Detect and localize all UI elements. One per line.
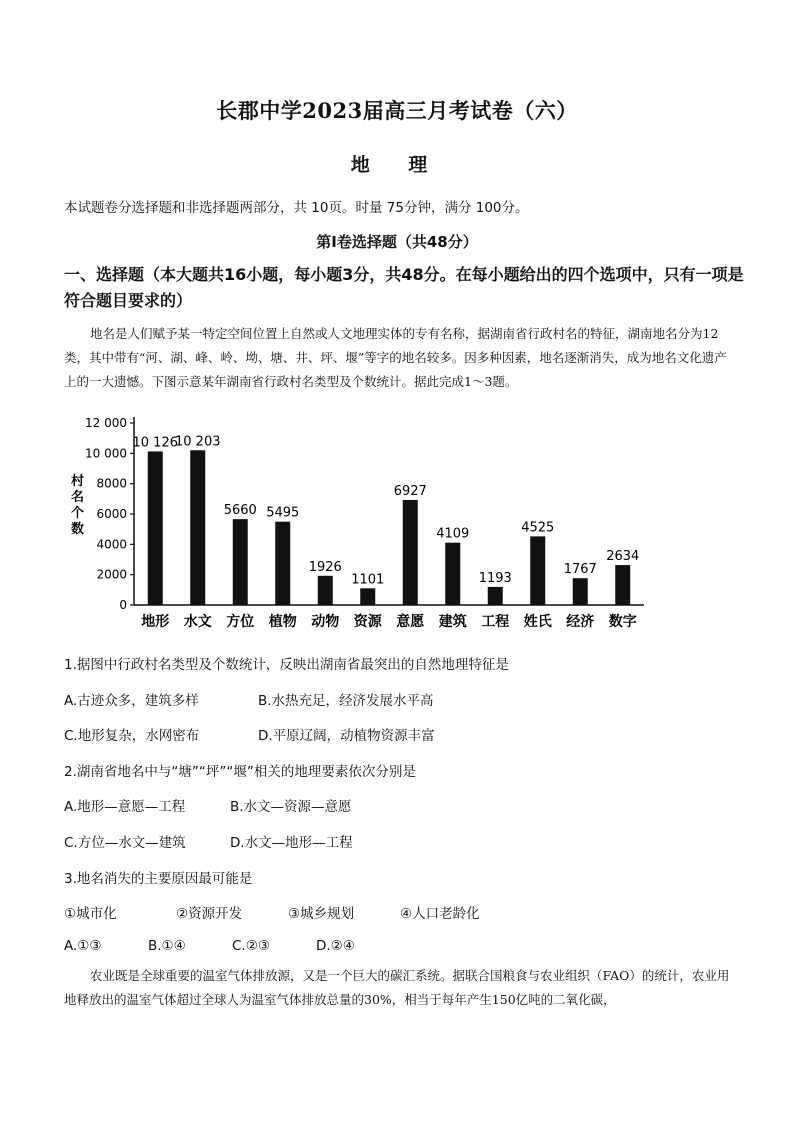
bar bbox=[530, 536, 545, 605]
passage-2: 农业既是全球重要的温室气体排放源，又是一个巨大的碳汇系统。据联合国粮食与农业组织（FAO）的统计，农业用地释放出的温室气体超过全球人为温室气体排放总量的30%，相当于每年产生150亿吨的二氧化碳， bbox=[64, 968, 730, 1007]
data-label: 4525 bbox=[521, 520, 555, 536]
y-tick-label: 12 000 bbox=[85, 416, 127, 430]
x-tick-label: 植物 bbox=[268, 614, 297, 630]
data-label: 1767 bbox=[563, 562, 597, 578]
x-tick-label: 意愿 bbox=[396, 614, 425, 630]
bar bbox=[148, 451, 163, 605]
data-label: 5495 bbox=[266, 505, 300, 521]
q3-option-c[interactable]: C.②③ bbox=[232, 938, 270, 954]
question-2-stem: 2.湖南省地名中与“塘”“坪”“堰”相关的地理要素依次分别是 bbox=[64, 764, 416, 780]
data-label: 10 203 bbox=[175, 434, 221, 450]
bar bbox=[233, 519, 248, 605]
bars-group bbox=[133, 434, 640, 630]
data-label: 6927 bbox=[393, 483, 427, 499]
x-tick-label: 建筑 bbox=[438, 614, 467, 630]
data-label: 1193 bbox=[478, 570, 512, 586]
q1-option-b[interactable]: B.水热充足，经济发展水平高 bbox=[258, 693, 434, 709]
bar bbox=[275, 522, 290, 605]
y-tick-label: 10 000 bbox=[85, 446, 127, 461]
bar bbox=[573, 578, 588, 605]
bar-chart bbox=[62, 405, 652, 635]
q2-option-c[interactable]: C.方位—水文—建筑 bbox=[64, 835, 186, 851]
x-tick-label: 动物 bbox=[311, 614, 340, 630]
subject-title: 地 理 bbox=[350, 154, 444, 176]
data-label: 10 126 bbox=[132, 435, 178, 451]
x-tick-label: 地形 bbox=[141, 614, 170, 630]
x-tick-label: 经济 bbox=[566, 614, 595, 630]
y-tick-label: 0 bbox=[119, 598, 127, 612]
x-tick-label: 姓氏 bbox=[523, 614, 552, 630]
q2-option-b[interactable]: B.水文—资源—意愿 bbox=[230, 799, 352, 815]
bar bbox=[318, 576, 333, 605]
part-title: 一、选择题（本大题共16小题，每小题3分，共48分。在每小题给出的四个选项中，只有一项是符合题目要求的） bbox=[64, 265, 744, 310]
bar bbox=[190, 450, 205, 605]
q1-option-a[interactable]: A.古迹众多，建筑多样 bbox=[64, 693, 199, 709]
q2-option-a[interactable]: A.地形—意愿—工程 bbox=[64, 799, 186, 815]
data-label: 1926 bbox=[308, 559, 342, 575]
passage-1: 地名是人们赋予某一特定空间位置上自然或人文地理实体的专有名称，据湖南省行政村名的特征，湖南地名分为12类，其中带有“河、湖、峰、岭、坳、塘、井、坪、堰”等字的地名较多。因多种因素，地名逐渐消失，成为地名文化遗产上的一大遗憾。下图示意某年湖南省行政村名类型及个数统计。据此完成1～3题。 bbox=[64, 326, 727, 389]
q1-option-c[interactable]: C.地形复杂，水网密布 bbox=[64, 728, 200, 744]
page-title: 长郡中学2023届高三月考试卷（六） bbox=[216, 98, 578, 123]
question-3-stem: 3.地名消失的主要原因最可能是 bbox=[64, 871, 253, 887]
q3-option-a[interactable]: A.①③ bbox=[64, 938, 102, 954]
x-tick-label: 工程 bbox=[481, 614, 510, 630]
question-1-stem: 1.据图中行政村名类型及个数统计，反映出湖南省最突出的自然地理特征是 bbox=[64, 657, 509, 673]
data-label: 4109 bbox=[436, 526, 470, 542]
x-tick-label: 水文 bbox=[183, 614, 212, 630]
q3-item-3: ③城乡规划 bbox=[288, 906, 355, 922]
q2-option-d[interactable]: D.水文—地形—工程 bbox=[230, 835, 353, 851]
q3-option-b[interactable]: B.①④ bbox=[148, 938, 186, 954]
chart bbox=[62, 405, 652, 635]
bar bbox=[445, 543, 460, 605]
x-tick-label: 方位 bbox=[226, 614, 255, 630]
exam-intro: 本试题卷分选择题和非选择题两部分，共 10页。时量 75分钟，满分 100分。 bbox=[64, 200, 529, 216]
bar bbox=[615, 565, 630, 605]
y-tick-label: 2000 bbox=[96, 567, 127, 582]
y-tick-label: 4000 bbox=[96, 537, 127, 552]
x-tick-label: 数字 bbox=[608, 614, 637, 630]
q3-item-2: ②资源开发 bbox=[176, 906, 243, 922]
data-label: 2634 bbox=[606, 549, 640, 565]
q3-item-1: ①城市化 bbox=[64, 906, 117, 922]
x-tick-label: 资源 bbox=[353, 614, 382, 630]
bar bbox=[488, 587, 503, 605]
section-title: 第Ⅰ卷选择题（共48分） bbox=[316, 233, 478, 251]
data-label: 5660 bbox=[223, 503, 257, 519]
bar bbox=[360, 588, 375, 605]
y-tick-label: 6000 bbox=[96, 507, 127, 521]
data-label: 1101 bbox=[351, 572, 385, 588]
q3-option-d[interactable]: D.②④ bbox=[316, 938, 355, 954]
y-axis-label: 村名个数 bbox=[71, 474, 85, 537]
q1-option-d[interactable]: D.平原辽阔，动植物资源丰富 bbox=[258, 728, 435, 744]
bar bbox=[403, 500, 418, 605]
y-tick-label: 8000 bbox=[96, 476, 127, 491]
q3-item-4: ④人口老龄化 bbox=[400, 906, 480, 922]
